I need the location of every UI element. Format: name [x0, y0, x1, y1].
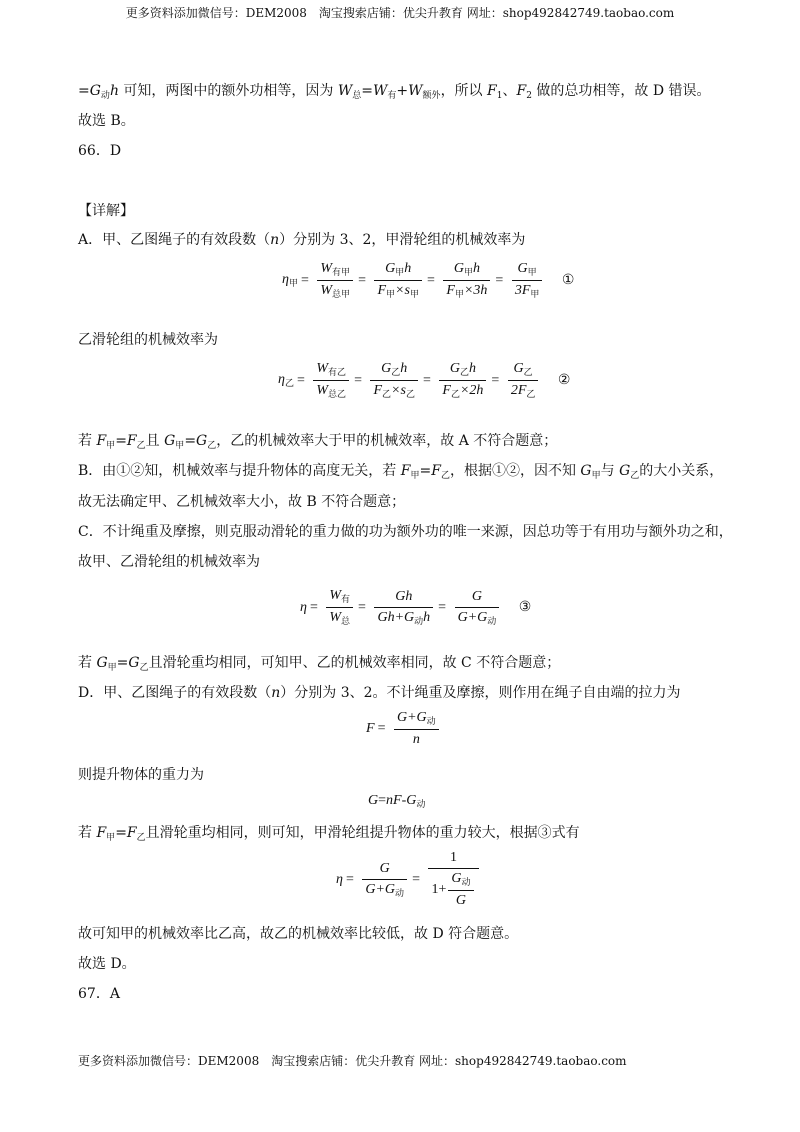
text-line-1: $=G_动h$ 可知，两图中的额外功相等，因为 $W_总=W_有+W_{额外}$，所以 $F_1$、$F_2$ 做的总功相等，故 D 错误。: [78, 83, 711, 101]
option-a-conclusion: 若 $F_甲=F_乙$且 $G_甲=G_乙$，乙的机械效率大于甲的机械效率，故 A 不符合题意；: [78, 433, 558, 451]
gravity-intro: 则提升物体的重力为: [78, 767, 204, 783]
option-a-intro: A．甲、乙图绳子的有效段数（n）分别为 3、2，甲滑轮组的机械效率为: [78, 232, 526, 248]
equation-tag-3: ③: [518, 600, 532, 615]
option-d-conclusion: 故可知甲的机械效率比乙高，故乙的机械效率比较低，故 D 符合题意。: [78, 926, 519, 942]
page-footer: 更多资料添加微信号：DEM2008 淘宝搜索店铺：优尖升教育 网址：shop492842749.taobao.com: [78, 1054, 627, 1068]
section-heading-detail: 【详解】: [78, 203, 134, 219]
formula-gravity: $G=nF-G_动$: [368, 793, 426, 809]
option-c-line-1: C．不计绳重及摩擦，则克服动滑轮的重力做的功为额外功的唯一来源，因总功等于有用功与额外功之和，: [78, 524, 733, 540]
question-number-67: 67．A: [78, 986, 120, 1002]
option-b-line-2: 故无法确定甲、乙机械效率大小，故 B 不符合题意；: [78, 494, 406, 510]
formula-efficiency-jia: $\eta_甲$ = $\frac{W_{有甲}}{W_{总甲}}$ = $\frac{G_甲h}{F_甲\times s_甲}$ = $\frac{G_甲h}{F_甲\times 3h}$ = $\frac{G_甲}{3F_甲}$ ①: [282, 261, 575, 299]
answer-line: 故选 B。: [78, 113, 135, 129]
option-d-intro: D．甲、乙图绳子的有效段数（n）分别为 3、2。不计绳重及摩擦，则作用在绳子自由端的拉力为: [78, 685, 681, 701]
formula-efficiency-general: η = $\frac{W_有}{W_总}$ = $\frac{Gh}{Gh+G_动h}$ = $\frac{G}{G+G_动}$ ③: [300, 588, 532, 626]
formula-pull-force: F = $\frac{G+G_动}{n}$: [366, 710, 441, 748]
page-header: 更多资料添加微信号：DEM2008 淘宝搜索店铺：优尖升教育 网址：shop492842749.taobao.com: [125, 6, 675, 20]
option-d-condition: 若 $F_甲=F_乙$且滑轮重均相同，则可知，甲滑轮组提升物体的重力较大，根据③式有: [78, 825, 580, 843]
equation-tag-1: ①: [561, 273, 575, 288]
answer-line-66: 故选 D。: [78, 956, 136, 972]
option-c-conclusion: 若 $G_甲=G_乙$且滑轮重均相同，可知甲、乙的机械效率相同，故 C 不符合题意；: [78, 655, 561, 673]
question-number-66: 66．D: [78, 143, 122, 159]
yi-efficiency-intro: 乙滑轮组的机械效率为: [78, 332, 218, 348]
formula-efficiency-yi: $\eta_乙$ = $\frac{W_{有乙}}{W_{总乙}}$ = $\frac{G_乙h}{F_乙\times s_乙}$ = $\frac{G_乙h}{F_乙\times 2h}$ = $\frac{G_乙}{2F_乙}$ ②: [278, 361, 571, 399]
equation-tag-2: ②: [557, 373, 571, 388]
option-c-line-2: 故甲、乙滑轮组的机械效率为: [78, 554, 260, 570]
formula-efficiency-ratio: η = $\frac{G}{G+G_动}$ = 1 1+ $\frac{G_动}{G}$: [336, 850, 481, 909]
option-b-line-1: B．由①②知，机械效率与提升物体的高度无关，若 $F_甲=F_乙$，根据①②，因不知 $G_甲$与 $G_乙$的大小关系，: [78, 463, 724, 481]
